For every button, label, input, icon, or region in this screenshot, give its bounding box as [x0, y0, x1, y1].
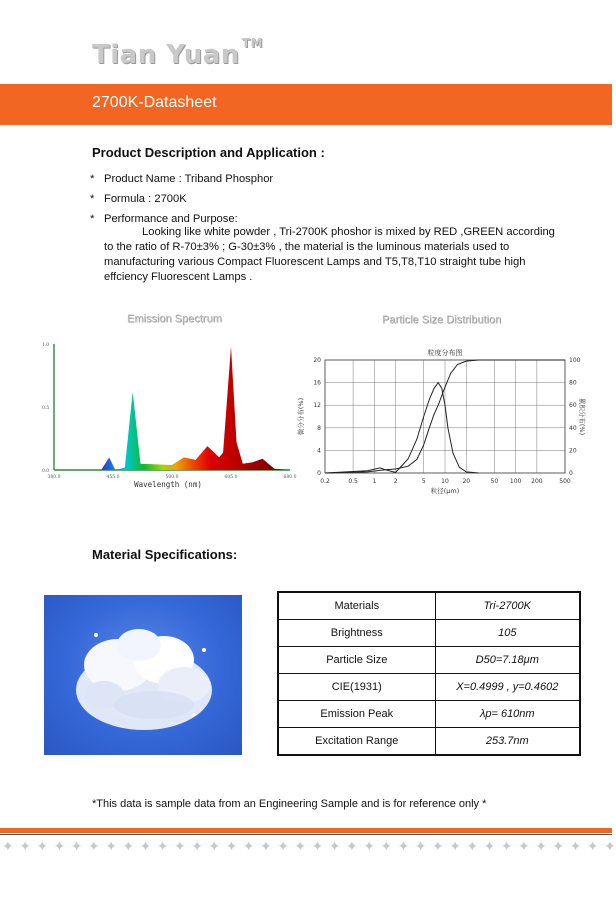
- star-icon: ✦: [36, 838, 49, 854]
- x-tick-label: 380.0: [47, 475, 61, 480]
- star-icon: ✦: [88, 838, 100, 854]
- spec-value: D50=7.18μm: [435, 647, 580, 674]
- bullet-mark: *: [90, 193, 95, 205]
- star-icon: ✦: [397, 838, 410, 854]
- spec-label: CIE(1931): [278, 674, 435, 701]
- x-tick-label: 500.0: [165, 475, 179, 480]
- description-heading: Product Description and Application :: [92, 145, 325, 160]
- spec-row: [278, 701, 580, 728]
- right-tick-label: 40: [569, 424, 577, 432]
- right-tick-label: 100: [569, 357, 581, 364]
- brand-logo: [92, 36, 263, 70]
- y-tick-label: 0.5: [42, 406, 50, 411]
- y-axis-label-left: 微分分布(%): [297, 397, 305, 436]
- star-icon: ✦: [105, 838, 117, 854]
- x-tick-label: 100: [509, 478, 522, 485]
- star-icon: ✦: [225, 838, 238, 854]
- star-icon: ✦: [414, 838, 427, 854]
- star-icon: ✦: [70, 838, 83, 854]
- star-icon: ✦: [191, 838, 203, 854]
- spec-value: λp= 610nm: [435, 701, 580, 728]
- footnote: *This data is sample data from an Engineering Sample and is for reference only *: [92, 798, 487, 810]
- banner-title: 2700K-Datasheet: [92, 94, 217, 111]
- spec-row: [278, 674, 580, 701]
- star-icon: ✦: [174, 838, 186, 854]
- star-icon: ✦: [156, 838, 169, 854]
- trademark: TM: [241, 36, 263, 50]
- bullet-text: Performance and Purpose:: [104, 213, 238, 225]
- x-tick-label: 0.5: [348, 478, 358, 485]
- left-tick-label: 4: [317, 447, 321, 455]
- star-icon: ✦: [552, 838, 565, 854]
- bullet-text: Formula : 2700K: [104, 193, 187, 205]
- star-icon: ✦: [260, 838, 272, 854]
- y-axis-label-right: 累积分布(%): [578, 397, 586, 436]
- star-icon: ✦: [2, 838, 14, 854]
- star-icon: ✦: [277, 838, 289, 854]
- spec-row: [278, 728, 580, 756]
- star-icon: ✦: [363, 838, 375, 854]
- spec-label: Brightness: [278, 620, 435, 647]
- spec-label: Excitation Range: [278, 728, 435, 756]
- star-icon: ✦: [328, 838, 341, 854]
- spec-row: [278, 647, 580, 674]
- x-tick-label: 680.0: [283, 475, 297, 480]
- star-icon: ✦: [139, 838, 152, 854]
- bullet-text: Product Name : Triband Phosphor: [104, 173, 274, 185]
- x-tick-label: 10: [441, 478, 449, 485]
- x-tick-label: 0.2: [320, 478, 330, 485]
- description-paragraph: Looking like white powder , Tri-2700K phoshor is mixed by RED ,GREEN according to the ratio of R-70±3% ; G-30±3% , the material is the luminous materials used to manufacturing various Compact Fluorescent Lamps and T5,T8,T10 straight tube high effciency Fluorescent Lamps .: [104, 226, 555, 283]
- spec-row: [278, 620, 580, 647]
- star-icon: ✦: [294, 838, 307, 854]
- right-tick-label: 60: [569, 402, 577, 410]
- footer-star-pattern: [0, 838, 616, 858]
- phosphor-powder-photo: [44, 595, 242, 755]
- x-tick-label: 5: [421, 478, 426, 485]
- spec-row: [278, 592, 580, 620]
- star-icon: ✦: [604, 838, 616, 854]
- x-tick-label: 500: [559, 478, 571, 485]
- x-tick-label: 2: [393, 478, 398, 485]
- star-icon: ✦: [483, 838, 496, 854]
- emission-spectrum-chart: [38, 336, 300, 496]
- star-icon: ✦: [569, 838, 582, 854]
- brand-name: Tian Yuan: [92, 40, 240, 70]
- star-icon: ✦: [518, 838, 530, 854]
- star-icon: ✦: [346, 838, 358, 854]
- star-icon: ✦: [311, 838, 324, 854]
- left-tick-label: 20: [313, 357, 321, 364]
- footer-rule-orange: [0, 828, 612, 833]
- left-tick-label: 12: [313, 402, 321, 410]
- specifications-table: [277, 591, 581, 756]
- right-tick-label: 20: [569, 447, 577, 455]
- star-icon: ✦: [466, 838, 479, 854]
- bullet-product-name: [90, 172, 560, 187]
- left-tick-label: 16: [313, 379, 321, 387]
- spec-value: Tri-2700K: [435, 592, 580, 620]
- x-tick-label: 605.0: [224, 475, 238, 480]
- star-icon: ✦: [586, 838, 599, 854]
- star-icon: ✦: [535, 838, 547, 854]
- x-tick-label: 455.0: [106, 475, 120, 480]
- psd-chart-title: Particle Size Distribution: [382, 314, 502, 326]
- footer-rule-thin: [0, 834, 612, 835]
- bullet-mark: *: [90, 173, 95, 185]
- y-tick-label: 1.0: [42, 343, 50, 348]
- x-tick-label: 200: [531, 478, 543, 485]
- right-tick-label: 0: [569, 470, 573, 477]
- spec-label: Particle Size: [278, 647, 435, 674]
- star-icon: ✦: [449, 838, 461, 854]
- star-icon: ✦: [380, 838, 393, 854]
- psd-chart-heading: 粒度分布图: [427, 349, 463, 357]
- x-tick-label: 50: [490, 478, 499, 485]
- star-icon: ✦: [208, 838, 221, 854]
- left-tick-label: 8: [317, 424, 321, 432]
- bullet-formula: [90, 192, 560, 207]
- spec-value: X=0.4999 , y=0.4602: [435, 674, 580, 701]
- bullet-mark: *: [90, 213, 95, 225]
- spec-label: Emission Peak: [278, 701, 435, 728]
- star-icon: ✦: [53, 838, 66, 854]
- specs-heading: Material Specifications:: [92, 547, 238, 562]
- description-list: [90, 172, 560, 285]
- spec-label: Materials: [278, 592, 435, 620]
- star-icon: ✦: [242, 838, 255, 854]
- x-tick-label: 1: [372, 478, 377, 485]
- x-tick-label: 20: [462, 478, 471, 485]
- star-icon: ✦: [19, 838, 31, 854]
- star-icon: ✦: [122, 838, 135, 854]
- left-tick-label: 0: [317, 470, 321, 477]
- emission-area: [54, 347, 290, 471]
- x-axis-label: Wavelength (nm): [134, 480, 202, 489]
- spec-value: 253.7nm: [435, 728, 580, 756]
- star-icon: ✦: [432, 838, 444, 854]
- spec-value: 105: [435, 620, 580, 647]
- emission-chart-title: Emission Spectrum: [127, 313, 222, 325]
- right-tick-label: 80: [569, 379, 577, 387]
- y-tick-label: 0.0: [42, 469, 50, 474]
- x-axis-label: 粒径(μm): [430, 487, 460, 495]
- star-icon: ✦: [500, 838, 513, 854]
- particle-size-chart: [295, 336, 585, 501]
